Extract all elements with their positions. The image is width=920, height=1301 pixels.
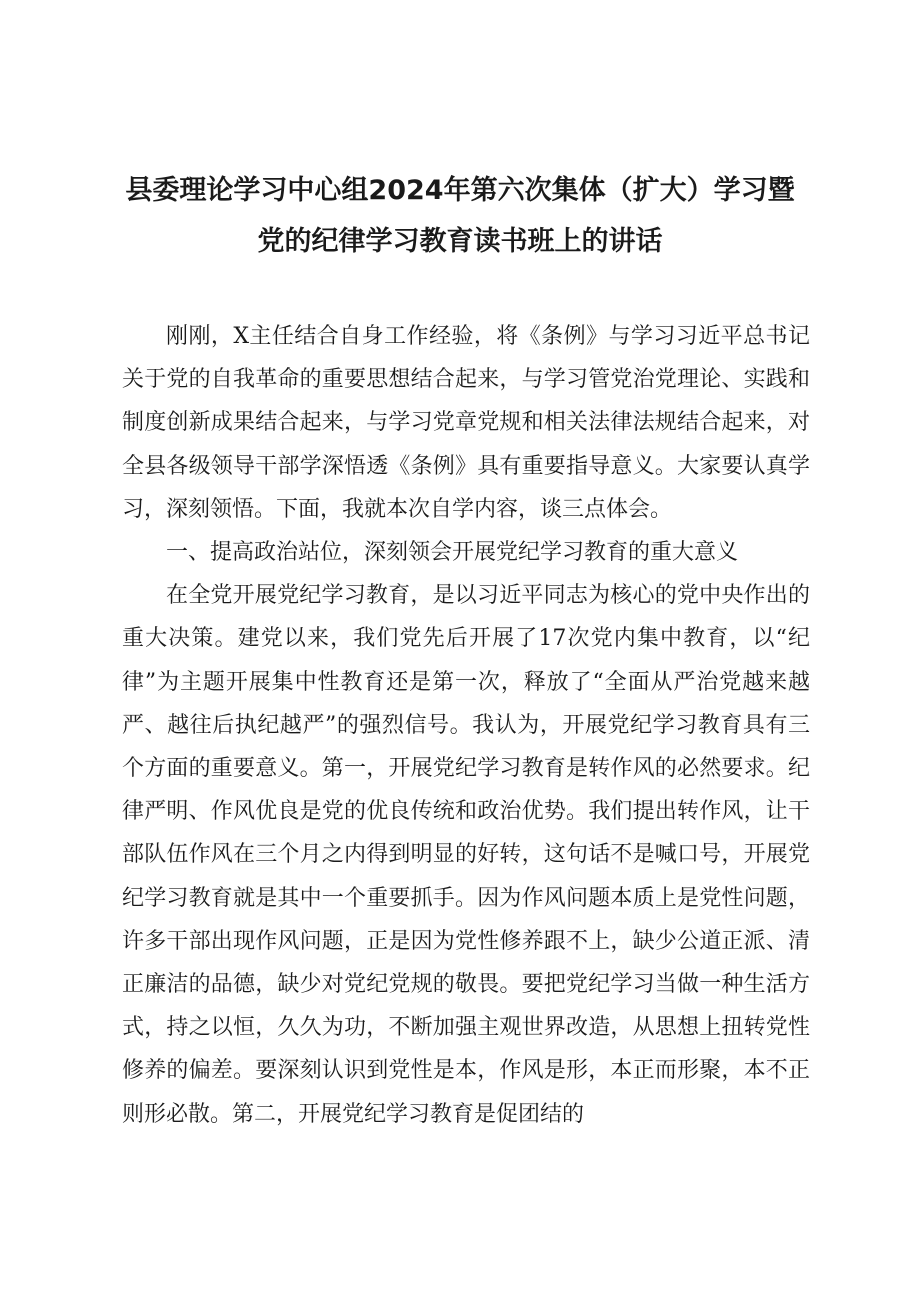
document-body [122,315,810,1136]
title-line-1: 县委理论学习中心组2024年第六次集体（扩大）学习暨 [125,175,795,206]
paragraph-section-1: 在全党开展党纪学习教育，是以习近平同志为核心的党中央作出的重大决策。建党以来，我们党先后开展了17次党内集中教育，以“纪律”为主题开展集中性教育还是第一次，释放了“全面从严治党越来越严、越往后执纪越严”的强烈信号。我认为，开展党纪学习教育具有三个方面的重要意义。第一，开展党纪学习教育是转作风的必然要求。纪律严明、作风优良是党的优良传统和政治优势。我们提出转作风，让干部队伍作风在三个月之内得到明显的好转，这句话不是喊口号，开展党纪学习教育就是其中一个重要抓手。因为作风问题本质上是党性问题，许多干部出现作风问题，正是因为党性修养跟不上，缺少公道正派、清正廉洁的品德，缺少对党纪党规的敬畏。要把党纪学习当做一种生活方式，持之以恒，久久为功，不断加强主观世界改造，从思想上扭转党性修养的偏差。要深刻认识到党性是本，作风是形，本正而形聚，本不正则形必散。第二，开展党纪学习教育是促团结的 [122,583,810,1127]
title-line-2: 党的纪律学习教育读书班上的讲话 [257,226,663,257]
paragraph-opening: 刚刚，X主任结合自身工作经验，将《条例》与学习习近平总书记关于党的自我革命的重要思想结合起来，与学习管党治党理论、实践和制度创新成果结合起来，与学习党章党规和相关法律法规结合起来，对全县各级领导干部学深悟透《条例》具有重要指导意义。大家要认真学习，深刻领悟。下面，我就本次自学内容，谈三点体会。 [122,324,810,522]
document-title [120,165,800,267]
section-heading-1: 一、提高政治站位，深刻领会开展党纪学习教育的重大意义 [166,540,739,566]
